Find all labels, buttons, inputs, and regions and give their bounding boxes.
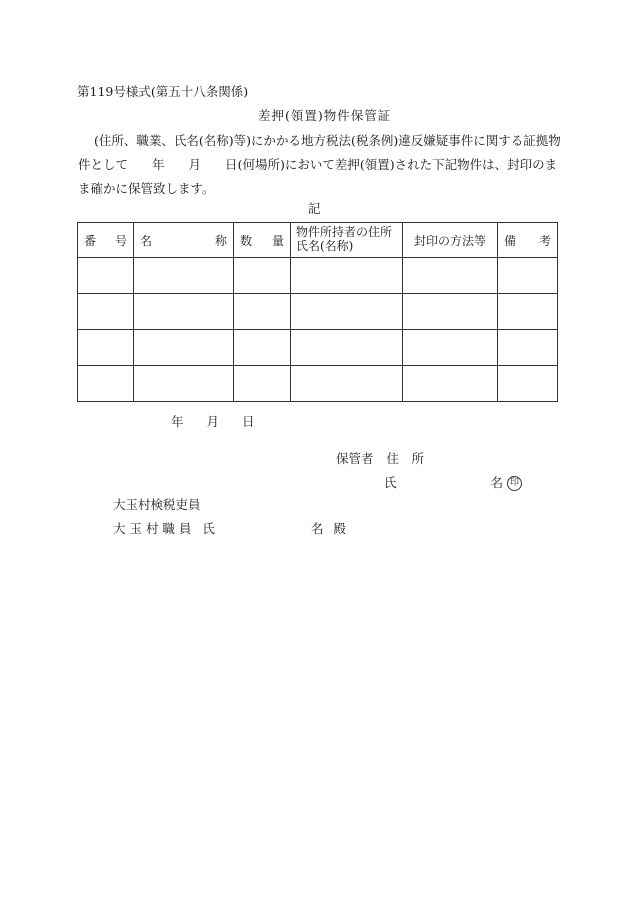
date-year-label: 年 (171, 414, 184, 429)
document-title: 差押(領置)物件保管証 (258, 108, 392, 123)
items-table (77, 222, 558, 402)
office-shi-label: 氏 (202, 521, 215, 536)
custodian-address (336, 449, 424, 467)
custodian-name (384, 473, 522, 491)
custodian-label: 保管者 (336, 451, 374, 466)
form-number: 第119号様式(第五十八条関係) (77, 84, 249, 99)
table-row (78, 366, 558, 402)
table-header-row (78, 223, 558, 258)
header-remarks: 備 考 (498, 223, 558, 258)
name-label-shi: 氏 (384, 475, 397, 490)
date-day-label: 日 (242, 414, 255, 429)
date-line (171, 412, 255, 430)
body-line-3: ま確かに保管致します。 (78, 181, 215, 196)
header-seal-method: 封印の方法等 (403, 223, 498, 258)
address-label: 住 所 (386, 451, 425, 466)
office-mei-label: 名 (310, 521, 324, 536)
body-line-2-prefix: 件として (78, 157, 129, 172)
date-month-label: 月 (206, 414, 220, 429)
table-row (78, 330, 558, 366)
office-org: 大 玉 村 職 員 (113, 521, 192, 536)
body-line-2-suffix: (何場所)において差押(領置)された下記物件は、封印のま (237, 157, 558, 172)
body-month-label: 月 (188, 157, 202, 172)
ki-heading: 記 (308, 201, 321, 216)
body-line-1: (住所、職業、氏名(名称)等)にかかる地方税法(税条例)違反嫌疑事件に関する証拠物 (94, 133, 561, 148)
table-row (78, 294, 558, 330)
table-row (78, 258, 558, 294)
office-line-2 (113, 519, 346, 537)
body-line-2 (78, 155, 557, 173)
office-dono-label: 殿 (333, 521, 346, 536)
office-line-1: 大玉村検税吏員 (113, 497, 201, 512)
body-year-label: 年 (152, 157, 165, 172)
header-owner: 物件所持者の住所 氏名(名称) (291, 223, 403, 258)
header-number: 番 号 (78, 223, 134, 258)
name-label-mei: 名 (490, 475, 504, 490)
body-day-label: 日 (225, 157, 238, 172)
seal-icon: 印 (507, 476, 522, 491)
header-name: 名 称 (134, 223, 234, 258)
header-quantity: 数 量 (234, 223, 291, 258)
